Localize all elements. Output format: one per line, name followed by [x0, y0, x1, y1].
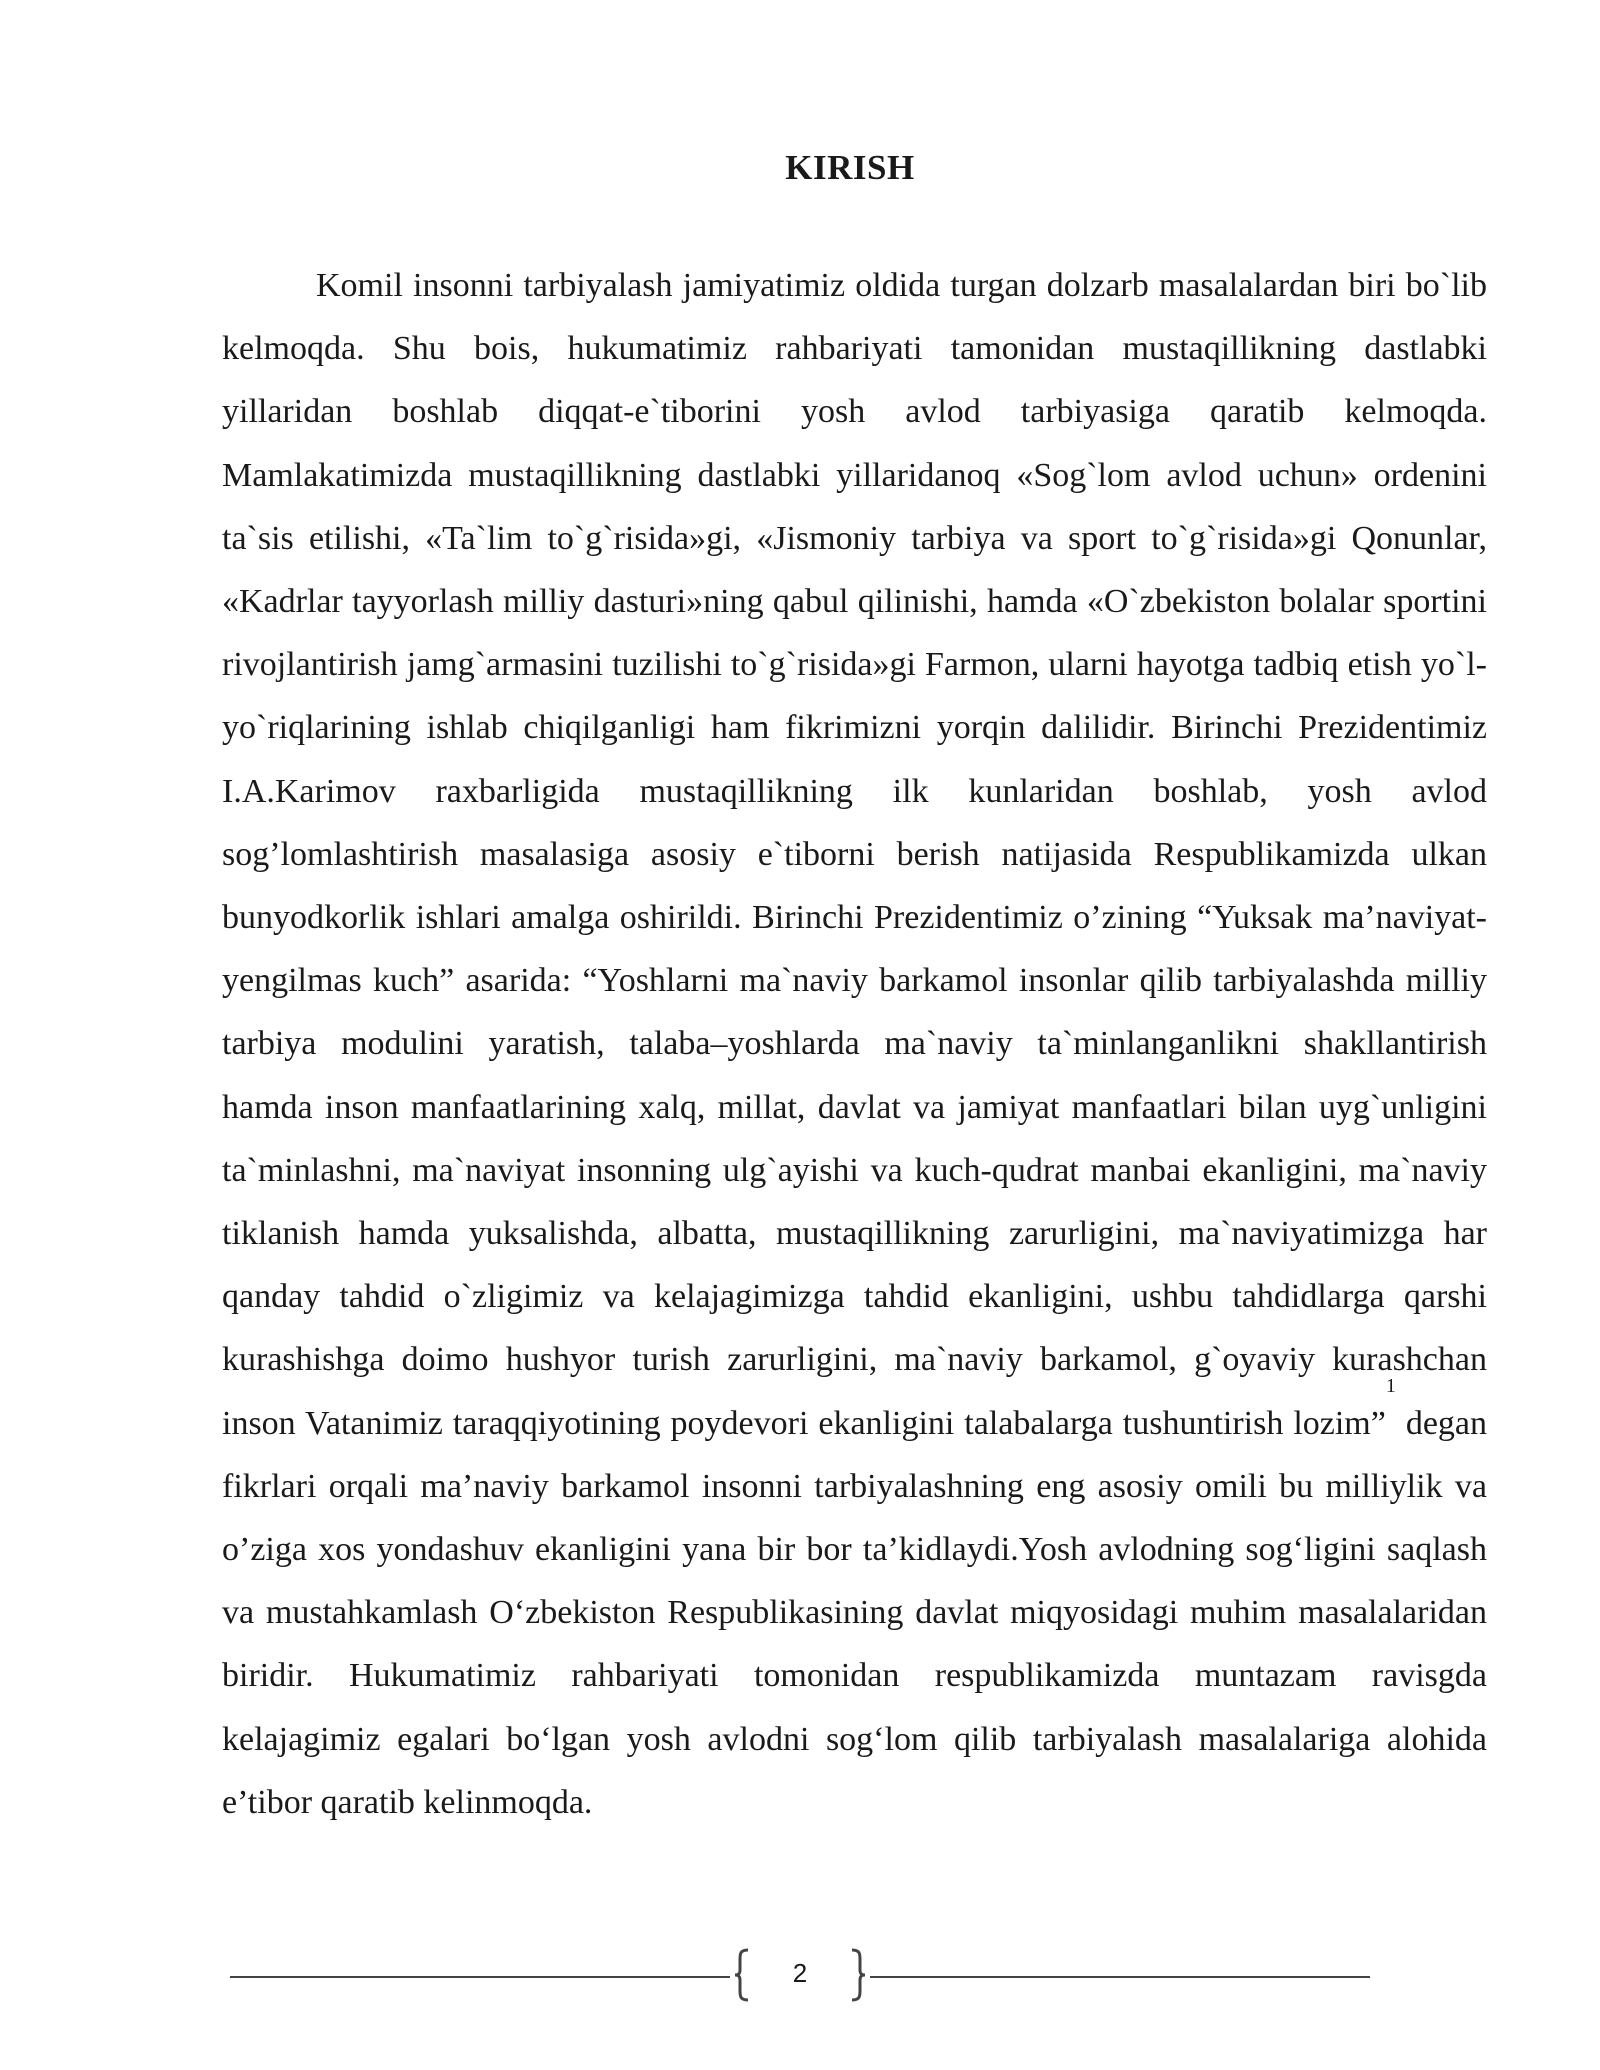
page-footer: [230, 1948, 1370, 2008]
page-heading: KIRISH: [785, 148, 915, 187]
paragraph-text-part-2: degan fikrlari orqali ma’naviy barkamol insonni tarbiyalashning eng asosiy omili bu milliylik va o’ziga xos yondashuv ekanligini yana bir bor ta’kidlaydi.Yosh avlodning sog‘ligini saqlash va mustahkamlash O‘zbekiston Respublikasining davlat miqyosidagi muhim masalalaridan biridir. Hukumatimiz rahbariyati tomonidan respublikamizda muntazam ravisgda kelajagimiz egalari bo‘lgan yosh avlodni sog‘lom qilib tarbiyalash masalalariga alohida e’tibor qaratib kelinmoqda.: [222, 1404, 1487, 1821]
footer-rule-left: [230, 1976, 730, 1978]
paragraph-text-part-1: Komil insonni tarbiyalash jamiyatimiz oldida turgan dolzarb masalalardan biri bo`lib kelmoqda. Shu bois, hukumatimiz rahbariyati tamonidan mustaqillikning dastlabki yillaridan boshlab diqqat-e`tiborini yosh avlod tarbiyasiga qaratib kelmoqda. Mamlakatimizda mustaqillikning dastlabki yillaridanoq «Sog`lom avlod uchun» ordenini ta`sis etilishi, «Ta`lim to`g`risida»gi, «Jismoniy tarbiya va sport to`g`risida»gi Qonunlar, «Kadrlar tayyorlash milliy dasturi»ning qabul qilinishi, hamda «O`zbekiston bolalar sportini rivojlantirish jamg`armasini tuzilishi to`g`risida»gi Farmon, ularni hayotga tadbiq etish yo`l-yo`riqlarining ishlab chiqilganligi ham fikrimizni yorqin dalilidir. Birinchi Prezidentimiz I.A.Karimov raxbarligida mustaqillikning ilk kunlaridan boshlab, yosh avlod sog’lomlashtirish masalasiga asosiy e`tiborni berish natijasida Respublikamizda ulkan bunyodkorlik ishlari amalga oshirildi. Birinchi Prezidentimiz o’zining “Yuksak ma’naviyat-yengilmas kuch” asarida: “Yoshlarni ma`naviy barkamol insonlar qilib tarbiyalashda milliy tarbiya modulini yaratish, talaba–yoshlarda ma`naviy ta`minlanganlikni shakllantirish hamda inson manfaatlarining xalq, millat, davlat va jamiyat manfaatlari bilan uyg`unligini ta`minlashni, ma`naviyat insonning ulg`ayishi va kuch-qudrat manbai ekanligini, ma`naviy tiklanish hamda yuksalishda, albatta, mustaqillikning zarurligini, ma`naviyatimizga har qanday tahdid o`zligimiz va kelajagimizga tahdid ekanligini, ushbu tahdidlarga qarshi kurashishga doimo hushyor turish zarurligini, ma`naviy barkamol, g`oyaviy kurashchan inson Vatanimiz taraqqiyotining poydevori ekanligini talabalarga tushuntirish lozim”: [222, 267, 1487, 1442]
page-number: 2: [792, 1958, 808, 1988]
right-brace-icon: [848, 1948, 868, 2002]
body-paragraph: [222, 254, 1487, 1834]
left-brace-icon: [732, 1948, 752, 2002]
footnote-marker[interactable]: 1: [1385, 1374, 1396, 1397]
footer-rule-right: [870, 1976, 1370, 1978]
